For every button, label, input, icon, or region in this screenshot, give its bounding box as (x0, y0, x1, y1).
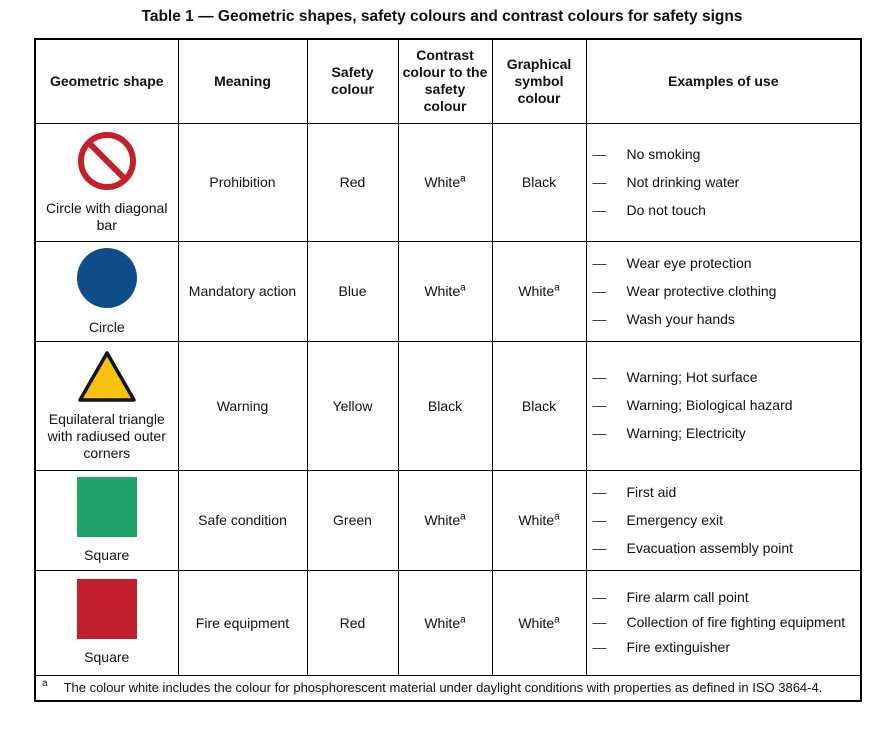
example-item: — Evacuation assembly point (587, 540, 861, 557)
example-item: — Wear eye protection (587, 255, 861, 272)
shape-cell (35, 570, 178, 675)
header-examples: Examples of use (586, 39, 861, 123)
safety-colour-cell: Red (307, 123, 398, 241)
shape-label: Circle with diagonal bar (46, 200, 168, 233)
example-item: — First aid (587, 484, 861, 501)
footnote-ref: a (554, 282, 560, 294)
table-row (35, 341, 861, 470)
meaning-cell: Warning (178, 341, 307, 470)
footnote-ref: a (460, 173, 466, 185)
example-item: — Emergency exit (587, 512, 861, 529)
shape-cell (35, 123, 178, 241)
example-item: — Do not touch (587, 202, 861, 219)
example-item: — Fire alarm call point (587, 589, 861, 606)
meaning-cell: Prohibition (178, 123, 307, 241)
safety-colour-cell: Blue (307, 241, 398, 341)
header-contrast-colour: Contrast colour to the safety colour (398, 39, 492, 123)
shape-label: Equilateral triangle with radiused outer corners (47, 411, 166, 461)
safety-signs-table (34, 38, 862, 702)
table-row (35, 470, 861, 570)
footnote (35, 675, 861, 701)
contrast-colour-cell: White$^a$ (398, 470, 492, 570)
header-symbol-colour: Graphical symbol colour (492, 39, 586, 123)
example-item: — No smoking (587, 146, 861, 163)
footnote-text: The colour white includes the colour for phosphorescent material under daylight conditions with properties as defined in ISO 3864-4. (63, 679, 823, 695)
footnote-ref: a (460, 613, 466, 625)
examples-cell (586, 341, 861, 470)
example-item: — Warning; Biological hazard (587, 397, 861, 414)
symbol-colour-cell: Black (492, 341, 586, 470)
symbol-colour-cell: White$^a$ (492, 470, 586, 570)
shape-label: Square (84, 649, 130, 665)
footnote-ref: a (554, 511, 560, 523)
table-title: Table 1 — Geometric shapes, safety colours and contrast colours for safety signs (141, 8, 743, 25)
symbol-colour-cell: White$^a$ (492, 241, 586, 341)
safety-colour-cell: Green (307, 470, 398, 570)
safety-colour-cell: Red (307, 570, 398, 675)
meaning-cell: Safe condition (178, 470, 307, 570)
contrast-colour-cell: White$^a$ (398, 570, 492, 675)
examples-cell (586, 470, 861, 570)
warning-triangle-icon (76, 349, 138, 405)
contrast-colour-cell: White$^a$ (398, 123, 492, 241)
table-row (35, 570, 861, 675)
example-item: — Not drinking water (587, 174, 861, 191)
shape-label: Square (84, 546, 130, 563)
prohibition-circle-icon (76, 130, 138, 192)
table-row (35, 123, 861, 241)
contrast-colour-cell: White$^a$ (398, 241, 492, 341)
example-item: — Fire extinguisher (587, 639, 861, 656)
contrast-colour-cell: Black (398, 341, 492, 470)
red-square-icon (77, 579, 137, 639)
shape-label: Circle (88, 318, 125, 335)
example-item: — Collection of fire fighting equipment (587, 614, 861, 631)
table-row (35, 241, 861, 341)
footnote-ref: a (460, 511, 466, 523)
shape-cell (35, 241, 178, 341)
example-item: — Wash your hands (587, 311, 861, 328)
footnote-ref: a (554, 613, 560, 625)
shape-cell (35, 470, 178, 570)
symbol-colour-cell: White$^a$ (492, 570, 586, 675)
examples-cell (586, 241, 861, 341)
footnote-mark: a (42, 678, 48, 690)
safety-colour-cell: Yellow (307, 341, 398, 470)
meaning-cell: Fire equipment (178, 570, 307, 675)
header-shape: Geometric shape (35, 39, 178, 123)
examples-cell (586, 123, 861, 241)
examples-cell (586, 570, 861, 675)
green-square-icon (77, 477, 137, 537)
footnote-row (35, 675, 861, 701)
example-item: — Warning; Electricity (587, 425, 861, 442)
header-row (35, 39, 861, 123)
header-meaning: Meaning (178, 39, 307, 123)
footnote-ref: a (460, 282, 466, 294)
example-item: — Warning; Hot surface (587, 369, 861, 386)
header-safety-colour: Safety colour (307, 39, 398, 123)
shape-cell (35, 341, 178, 470)
blue-circle-icon (76, 247, 138, 309)
symbol-colour-cell: Black (492, 123, 586, 241)
example-item: — Wear protective clothing (587, 283, 861, 300)
meaning-cell: Mandatory action (178, 241, 307, 341)
